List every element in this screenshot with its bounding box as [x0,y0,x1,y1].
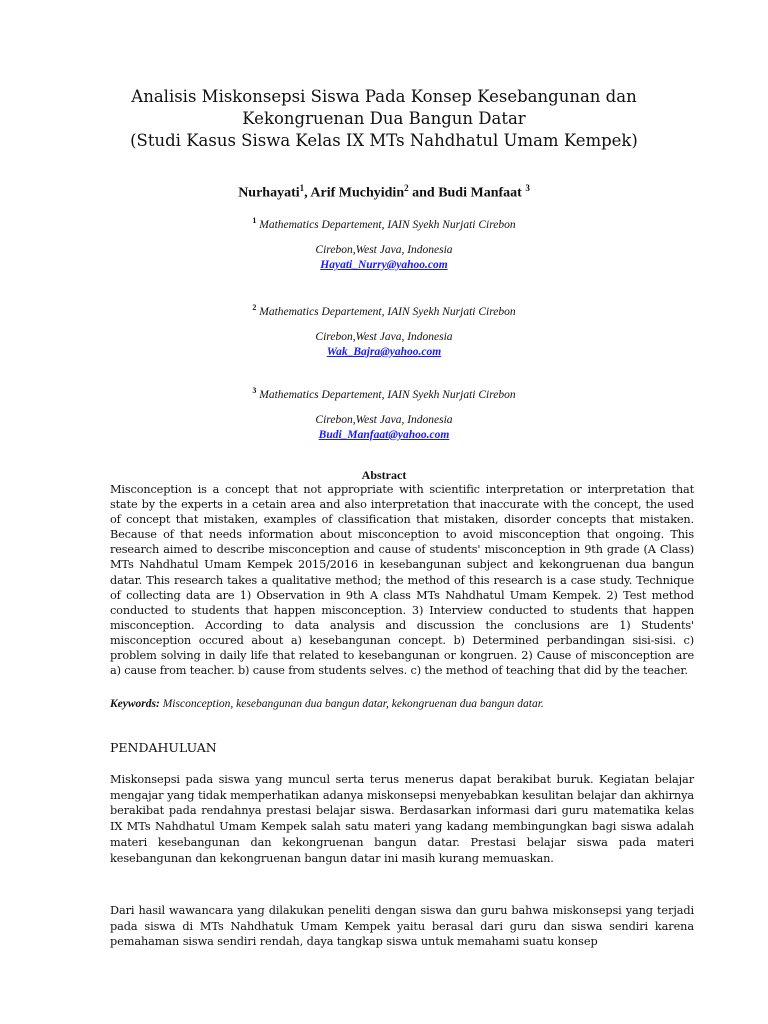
affiliation-dept: $^3$ Mathematics Departement, IAIN Syekh Nurjati Cirebon [252,386,516,401]
keywords-text: Misconception, kesebangunan dua bangun datar, kekongruenan dua bangun datar. [162,698,544,710]
abstract-heading: Abstract [361,468,407,482]
keywords [110,698,694,710]
email-link[interactable]: Hayati_Nurry@yahoo.com [320,258,448,271]
affiliation-block [60,300,708,360]
affiliation-city: Cirebon,West Java, Indonesia [315,243,453,256]
paper-title [60,86,708,152]
affiliation-block [60,383,708,443]
affiliation-dept: $^1$ Mathematics Departement, IAIN Syekh Nurjati Cirebon [252,216,516,231]
author-name: Nurhayati [238,185,300,201]
title-line-2: Kekongruenan Dua Bangun Datar [242,109,526,128]
affiliation-mark: 1 [252,216,257,225]
author-separator: , [304,185,311,201]
affiliation-block [60,213,708,273]
affiliation-mark: 2 [252,303,257,312]
abstract-text: Misconception is a concept that not appropriate with scientific interpretation or interpretation that state by the experts in a cetain area and also interpretation that inaccurate with the concept, the used of concept that mistaken, examples of classification that mistaken, disorder concepts that mistaken. Because of that needs information about misconception to avoid misconception that ongoing. This research aimed to describe misconception and cause of students' misconception in 9th grade (A Class) MTs Nahdhatul Umam Kempek 2015/2016 in kesebangunan subject and kekongruenan dua bangun datar. This research takes a qualitative method; the method of this research is a case study. Technique of collecting data are 1) Observation in 9th A class MTs Nahdhatul Umam Kempek. 2) Test method conducted to students that happen misconception. 3) Interview conducted to students that happen misconception. According to data analysis and discussion the conclusions are 1) Students' misconception occured about a) kesebangunan concept. b) Determined perbandingan sisi-sisi. c) problem solving in daily life that related to kesebangunan or kongruen. 2) Cause of misconception are a) cause from teacher. b) cause from students selves. c) the method of teaching that did by the teacher. [110,483,694,678]
email-link[interactable]: Wak_Bajra@yahoo.com [326,345,442,358]
author-mark: 1 [299,183,305,193]
title-line-1: Analisis Miskonsepsi Siswa Pada Konsep Kesebangunan dan [131,87,637,106]
author-mark: 2 [404,183,409,193]
affiliation-dept: $^2$ Mathematics Departement, IAIN Syekh Nurjati Cirebon [252,303,516,318]
keywords-label: Keywords: [110,698,160,710]
section-heading: PENDAHULUAN [110,740,217,755]
body-paragraph: Dari hasil wawancara yang dilakukan peneliti dengan siswa dan guru bahwa miskonsepsi yang terjadi pada siswa di MTs Nahdhatuk Umam Kempek yaitu berasal dari guru dan siswa sendiri karena pemahaman siswa sendiri rendah, daya tangkap siswa untuk memahami suatu konsep [110,904,694,949]
author-name: Budi Manfaat [438,185,522,201]
author-name: Arif Muchyidin [310,185,405,201]
affiliation-city: Cirebon,West Java, Indonesia [315,413,453,426]
author-list [60,183,708,202]
email-link[interactable]: Budi_Manfaat@yahoo.com [318,428,450,441]
author-mark: 3 [525,183,530,193]
author-separator: and [408,185,439,201]
body-paragraph: Miskonsepsi pada siswa yang muncul serta terus menerus dapat berakibat buruk. Kegiatan belajar mengajar yang tidak memperhatikan adanya miskonsepsi menyebabkan kesulitan belajar dan akhirnya berakibat pada rendahnya prestasi belajar siswa. Berdasarkan informasi dari guru matematika kelas IX MTs Nahdhatul Umam Kempek salah satu materi yang kadang membingungkan bagi siswa adalah materi kesebangunan dan kekongruenan bangun datar. Prestasi belajar siswa pada materi kesebangunan dan kekongruenan bangun datar ini masih kurang memuaskan. [110,773,694,865]
affiliation-city: Cirebon,West Java, Indonesia [315,330,453,343]
title-line-3: (Studi Kasus Siswa Kelas IX MTs Nahdhatul Umam Kempek) [130,131,638,150]
affiliation-mark: 3 [252,386,257,395]
